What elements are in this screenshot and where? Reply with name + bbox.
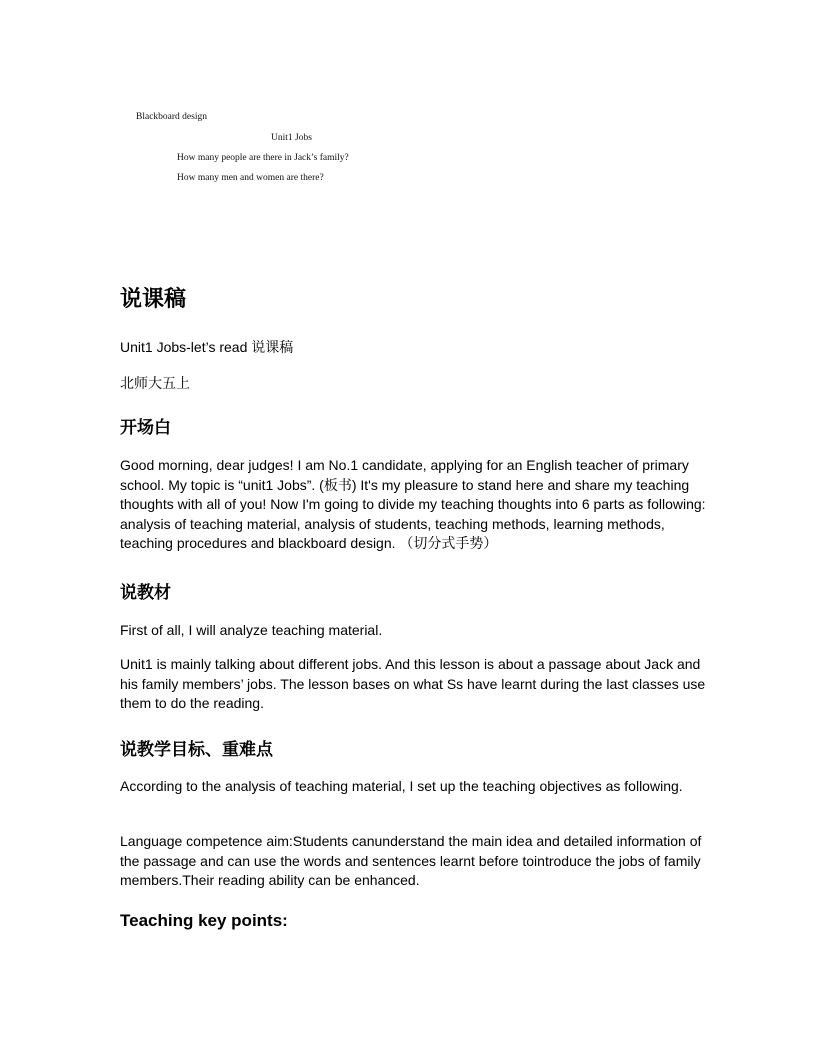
material-paragraph-1: First of all, I will analyze teaching material. [120,622,383,638]
material-paragraph-2: Unit1 is mainly talking about different jobs. And this lesson is about a passage about Jack and his family members’ jobs. The lesson bases on what Ss have learnt during the last classes use them to do the reading. [120,656,706,711]
blackboard-question-1: How many people are there in Jack’s family? [177,153,349,163]
opening-paragraph: Good morning, dear judges! I am No.1 candidate, applying for an English teacher of primary school. My topic is “unit1 Jobs”. (板书) It's my pleasure to stand here and share my teaching thoughts with all of you! Now I'm going to divide my teaching thoughts into 6 parts as following: analysis of teaching material, analysis of students, teaching methods, learning methods, teaching procedures and blackboard design. （切分式手势） [120,457,706,551]
objectives-paragraph-1: According to the analysis of teaching material, I set up the teaching objectives as following. [120,778,683,794]
section-heading-material: 说教材 [120,583,171,603]
blackboard-unit: Unit1 Jobs [271,133,312,143]
blackboard-title: Blackboard design [136,112,207,122]
subtitle-line-2: 北师大五上 [120,376,190,392]
section-heading-objectives: 说教学目标、重难点 [120,740,273,760]
page-title: 说课稿 [120,287,187,312]
subtitle-line-1: Unit1 Jobs-let’s read 说课稿 [120,339,294,355]
objectives-paragraph-2: Language competence aim:Students canunderstand the main idea and detailed information of the passage and can use the words and sentences learnt before tointroduce the jobs of family members.Their reading ability can be enhanced. [120,833,702,888]
section-heading-key-points: Teaching key points: [120,911,288,930]
blackboard-question-2: How many men and women are there? [177,173,324,183]
section-heading-opening: 开场白 [120,418,171,438]
